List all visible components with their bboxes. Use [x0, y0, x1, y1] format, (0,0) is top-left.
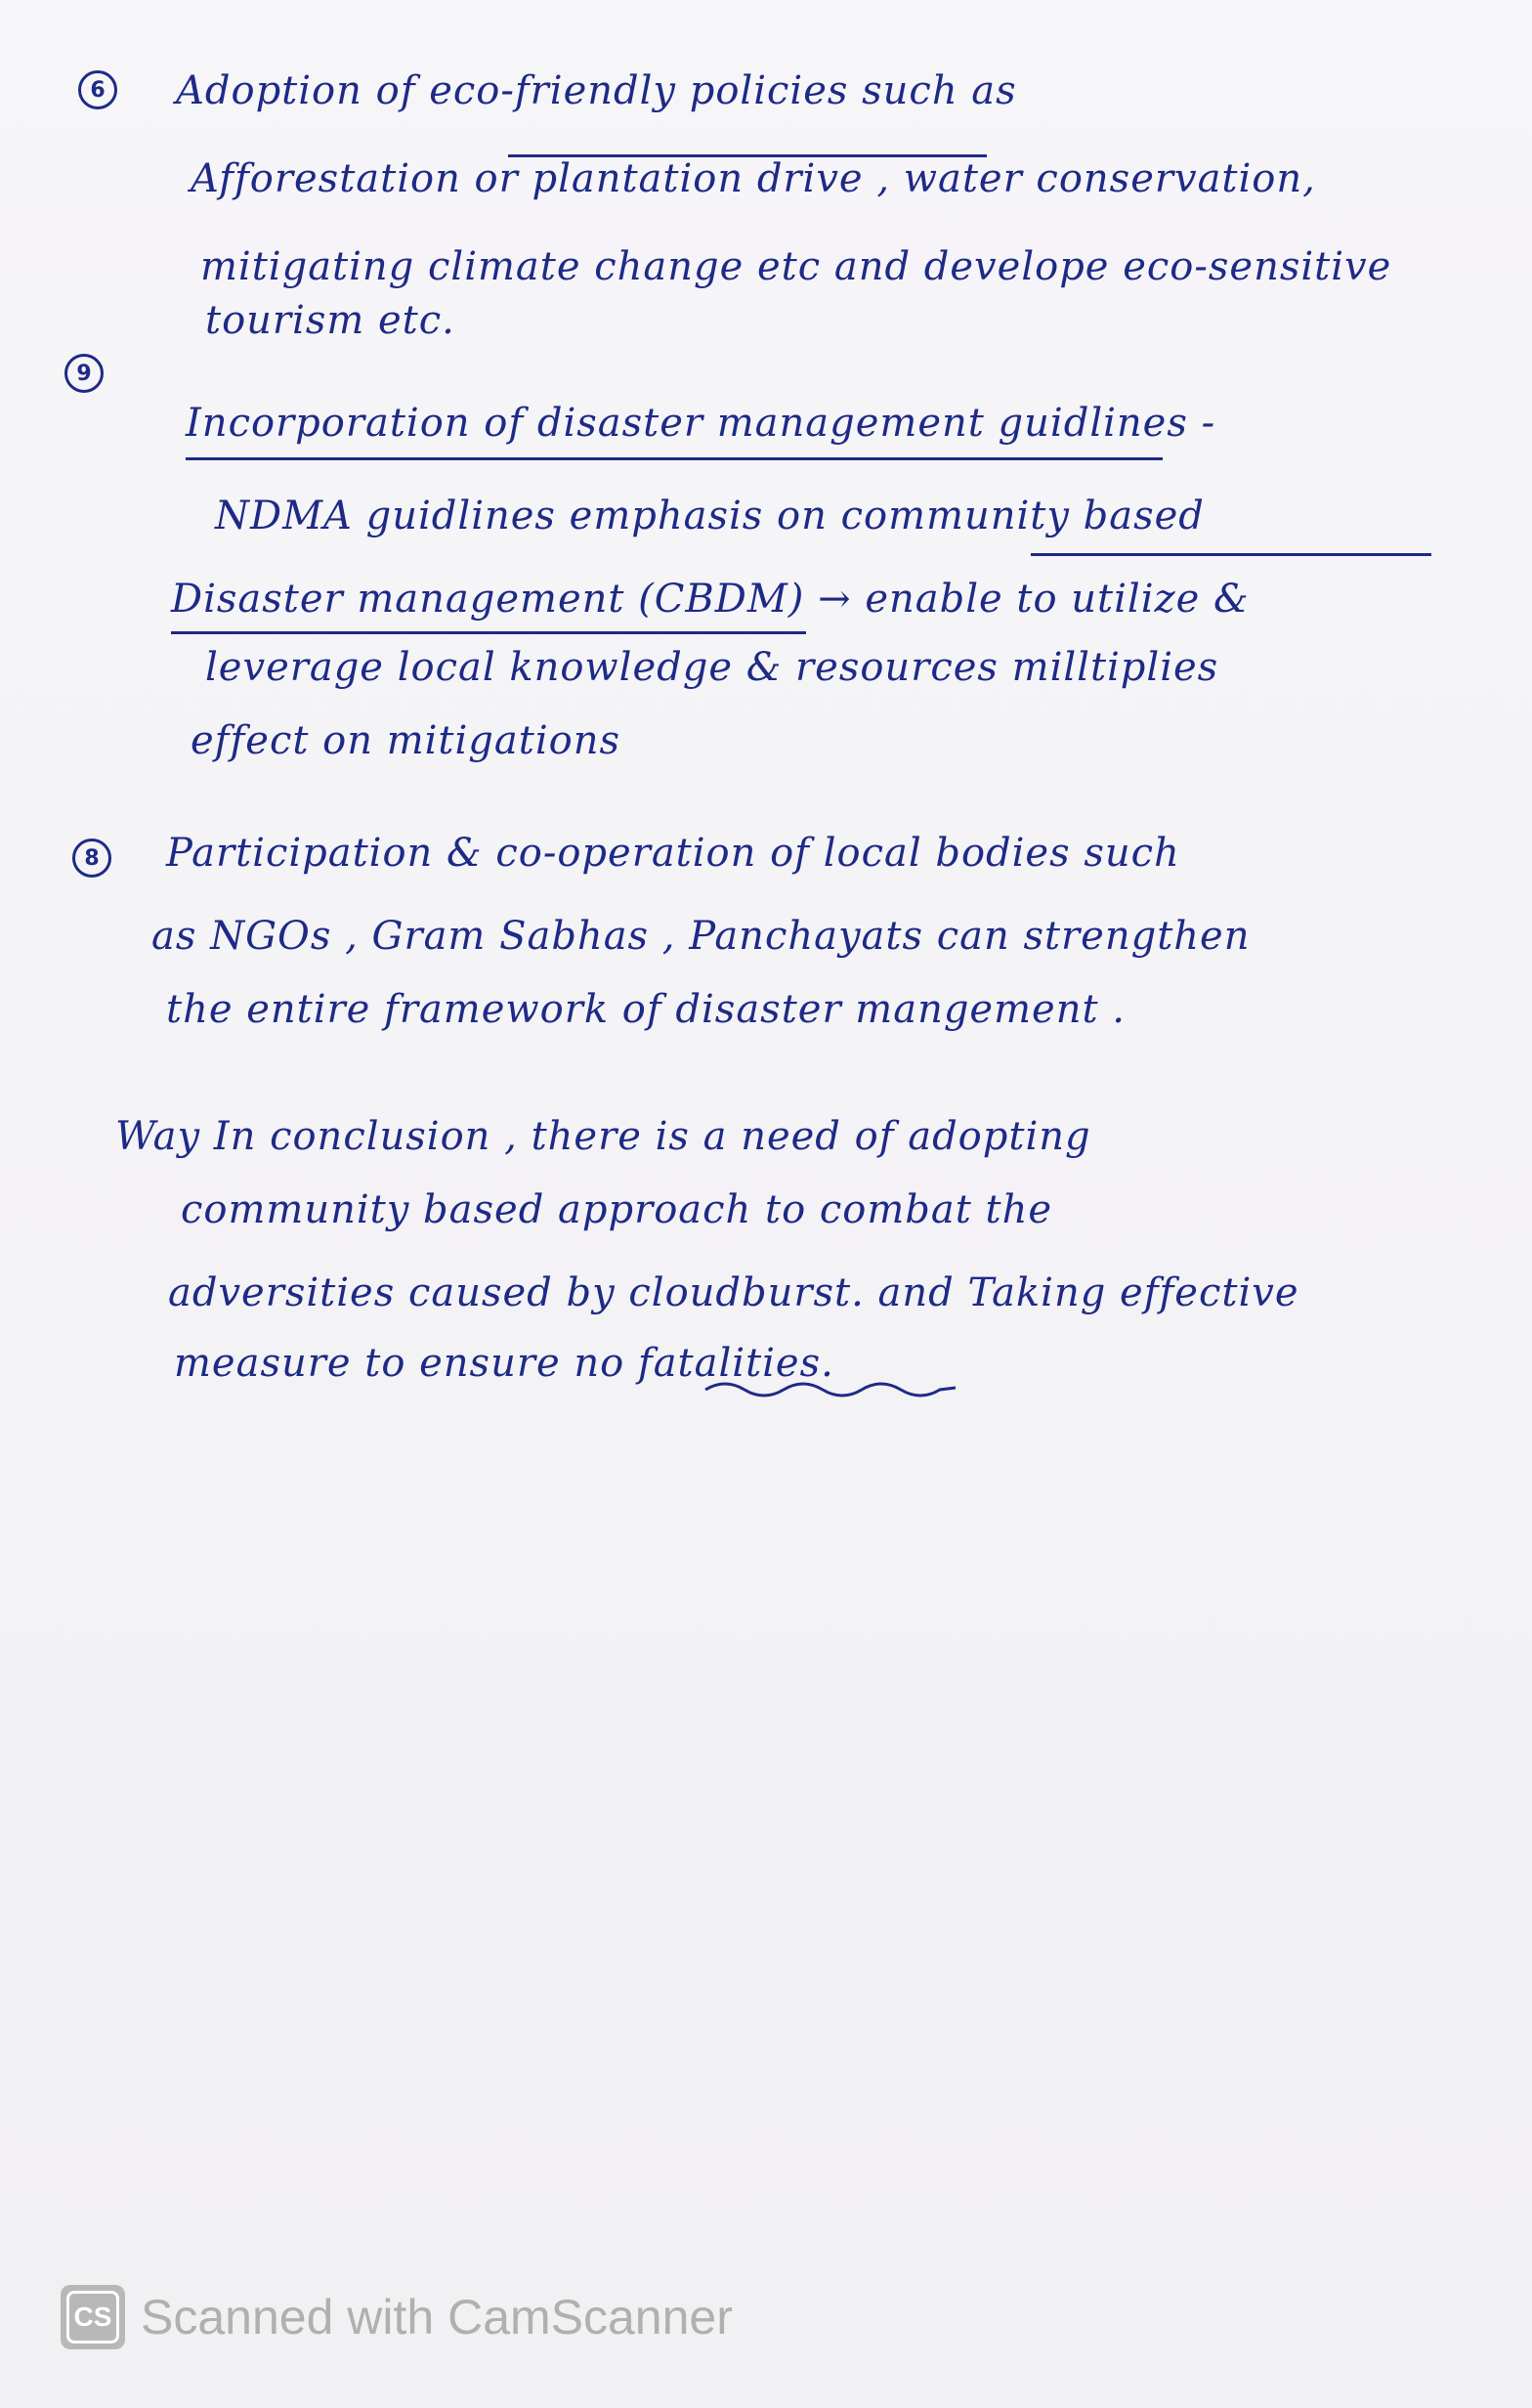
- point-9-line-4: leverage local knowledge & resources milltiplies: [205, 645, 1219, 690]
- point-9-line-3: Disaster management (CBDM) → enable to utilize &: [171, 577, 1250, 622]
- camscanner-watermark: [61, 2285, 733, 2349]
- point-8-line-3: the entire framework of disaster mangement .: [166, 987, 1126, 1032]
- camscanner-text: Scanned with CamScanner: [141, 2290, 733, 2344]
- point-9-line-1: Incorporation of disaster management guidlines -: [186, 401, 1216, 446]
- point-6-line-1: Adoption of eco-friendly policies such as: [176, 68, 1017, 113]
- point-8-line-1: Participation & co-operation of local bodies such: [166, 831, 1180, 876]
- conclusion-line-4: measure to ensure no fatalities.: [174, 1341, 834, 1386]
- point-6-marker: 6: [78, 70, 117, 109]
- underline-community-based: [1031, 553, 1431, 556]
- camscanner-logo-text: CS: [66, 2291, 119, 2344]
- conclusion-line-3: adversities caused by cloudburst. and Taking effective: [168, 1270, 1299, 1315]
- underline-disaster-management-cbdm: [171, 631, 806, 634]
- conclusion-line-2: community based approach to combat the: [181, 1187, 1053, 1232]
- conclusion-line-1: Way In conclusion , there is a need of adopting: [115, 1114, 1091, 1159]
- camscanner-logo-icon: [61, 2285, 125, 2349]
- underline-disaster-management-guidlines: [186, 457, 1163, 460]
- point-8-line-2: as NGOs , Gram Sabhas , Panchayats can strengthen: [151, 914, 1251, 959]
- point-9-line-5: effect on mitigations: [191, 718, 620, 763]
- point-9-marker: 9: [64, 354, 104, 393]
- point-9-line-2: NDMA guidlines emphasis on community based: [215, 494, 1205, 538]
- point-6-line-3: mitigating climate change etc and develope eco-sensitive: [200, 244, 1392, 289]
- point-6-line-4: tourism etc.: [205, 298, 455, 343]
- point-6-line-2: Afforestation or plantation drive , water conservation,: [191, 156, 1316, 201]
- point-8-marker: 8: [72, 838, 111, 878]
- wavy-underline-no-fatalities: [703, 1376, 958, 1399]
